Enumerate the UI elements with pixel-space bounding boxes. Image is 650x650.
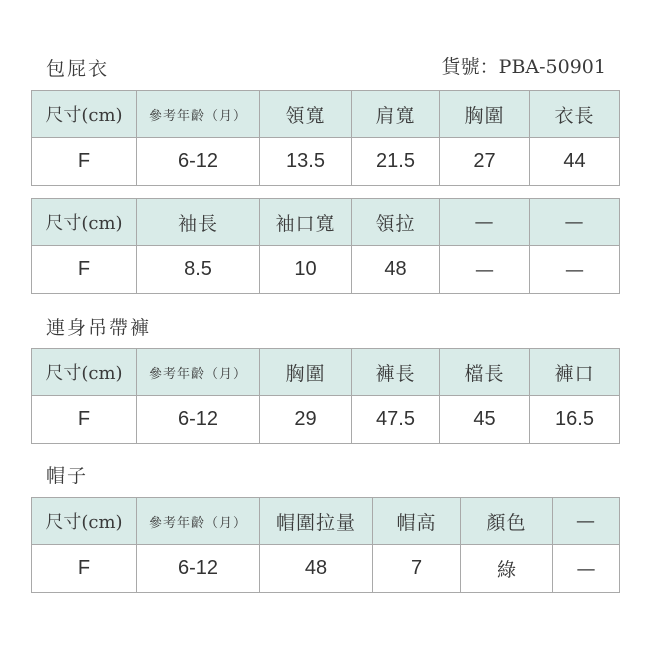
header-length: 衣長	[530, 91, 620, 138]
header-empty-2: —	[530, 199, 620, 246]
header-size: 尺寸(cm)	[32, 349, 137, 396]
cell-size: F	[32, 396, 137, 444]
header-size: 尺寸(cm)	[32, 199, 137, 246]
header-leg-opening: 褲口	[530, 349, 620, 396]
header-neck-width: 領寬	[260, 91, 352, 138]
header-neck-stretch: 領拉	[352, 199, 440, 246]
header-sleeve-length: 袖長	[137, 199, 260, 246]
header-hat-height: 帽高	[373, 498, 461, 545]
bodysuit-sleeve-table	[31, 198, 620, 294]
header-pants-length: 褲長	[352, 349, 440, 396]
cell-empty-1: —	[440, 246, 530, 294]
cell-rise-length: 45	[440, 396, 530, 444]
cell-age: 6-12	[137, 396, 260, 444]
cell-cuff-width: 10	[260, 246, 352, 294]
header-rise-length: 檔長	[440, 349, 530, 396]
header-hat-circumference: 帽圍拉量	[260, 498, 373, 545]
cell-size: F	[32, 545, 137, 593]
cell-color: 綠	[461, 545, 553, 593]
cell-neck-width: 13.5	[260, 138, 352, 186]
table-header-row	[32, 91, 620, 138]
section-title-bodysuit: 包屁衣	[46, 58, 110, 80]
header-color: 顏色	[461, 498, 553, 545]
header-size: 尺寸(cm)	[32, 498, 137, 545]
cell-shoulder-width: 21.5	[352, 138, 440, 186]
cell-age: 6-12	[137, 545, 260, 593]
cell-size: F	[32, 246, 137, 294]
header-empty: —	[553, 498, 620, 545]
section-title-hat: 帽子	[46, 465, 89, 487]
header-cuff-width: 袖口寬	[260, 199, 352, 246]
header-chest: 胸圍	[440, 91, 530, 138]
bodysuit-size-table	[31, 90, 620, 186]
table-row	[32, 396, 620, 444]
header-age: 參考年齡（月）	[137, 498, 260, 545]
header-shoulder-width: 肩寬	[352, 91, 440, 138]
table-header-row	[32, 349, 620, 396]
section-title-overalls: 連身吊帶褲	[46, 317, 152, 339]
overalls-size-table	[31, 348, 620, 444]
header-size: 尺寸(cm)	[32, 91, 137, 138]
table-row	[32, 246, 620, 294]
header-age: 參考年齡（月）	[137, 91, 260, 138]
table-row	[32, 545, 620, 593]
cell-size: F	[32, 138, 137, 186]
cell-sleeve-length: 8.5	[137, 246, 260, 294]
table-header-row	[32, 199, 620, 246]
cell-empty-2: —	[530, 246, 620, 294]
cell-chest: 29	[260, 396, 352, 444]
cell-length: 44	[530, 138, 620, 186]
cell-hat-height: 7	[373, 545, 461, 593]
cell-chest: 27	[440, 138, 530, 186]
hat-size-table	[31, 497, 620, 593]
table-row	[32, 138, 620, 186]
product-code: 貨號：PBA-50901	[441, 56, 606, 78]
table-header-row	[32, 498, 620, 545]
cell-empty: —	[553, 545, 620, 593]
cell-age: 6-12	[137, 138, 260, 186]
header-age: 參考年齡（月）	[137, 349, 260, 396]
cell-leg-opening: 16.5	[530, 396, 620, 444]
header-chest: 胸圍	[260, 349, 352, 396]
header-empty-1: —	[440, 199, 530, 246]
cell-hat-circumference: 48	[260, 545, 373, 593]
cell-pants-length: 47.5	[352, 396, 440, 444]
cell-neck-stretch: 48	[352, 246, 440, 294]
